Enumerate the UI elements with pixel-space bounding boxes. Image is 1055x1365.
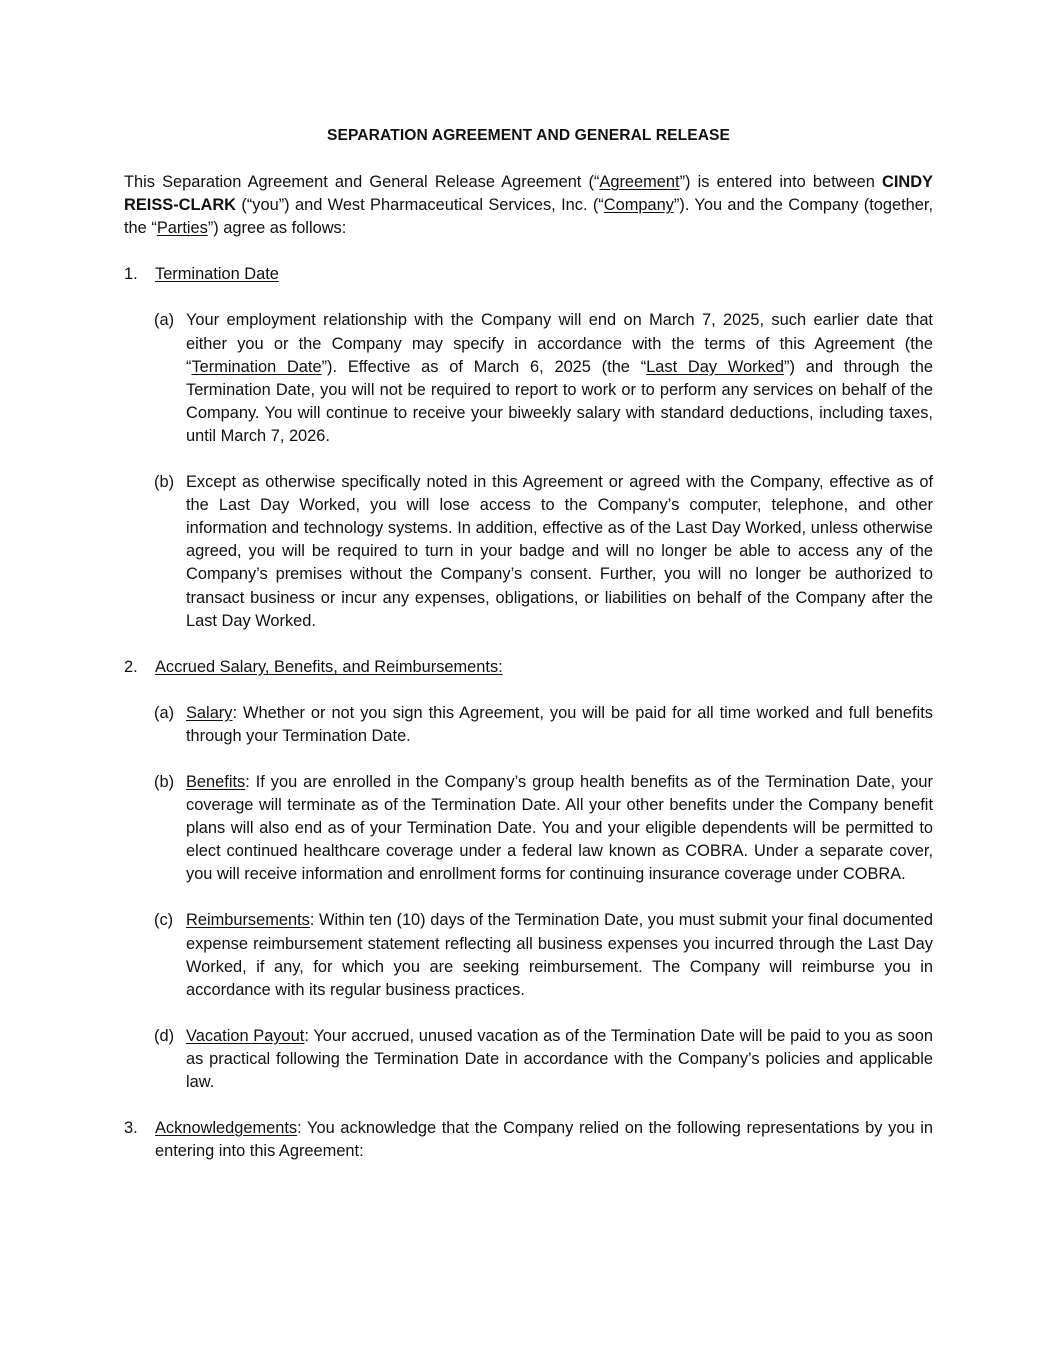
item-label: (b) — [154, 473, 175, 492]
section-heading: Acknowledgements — [155, 1119, 298, 1138]
intro-paragraph — [124, 171, 933, 240]
item-label: (d) — [154, 1026, 175, 1045]
defined-term-agreement: Agreement — [599, 173, 680, 192]
section-number: 2. — [124, 657, 138, 676]
section-2 — [124, 656, 933, 679]
section-2b — [124, 771, 933, 886]
item-label: (a) — [154, 703, 175, 722]
item-text: : Whether or not you sign this Agreement, you will be paid for all time worked and full benefits through your Termination Date. — [186, 703, 933, 745]
item-text: ”) and through the Termination Date, you will not be required to report to work or to perform any services on behalf of the Company. You will continue to receive your biweekly salary with standard deductions, including taxes, until March 7, 2026. — [186, 357, 933, 445]
item-text: : Within ten (10) days of the Termination Date, you must submit your final documented expense reimbursement statement reflecting all business expenses you incurred through the Last Day Worked, if any, for which you are seeking reimbursement. The Company will reimburse you in accordance with its regular business practices. — [186, 911, 933, 999]
section-2a — [124, 702, 933, 748]
defined-term-last-day-worked: Last Day Worked — [646, 357, 785, 376]
document-title: SEPARATION AGREEMENT AND GENERAL RELEASE — [326, 127, 731, 144]
section-2d — [124, 1025, 933, 1094]
section-heading: Termination Date — [155, 265, 279, 284]
intro-text: This Separation Agreement and General Release Agreement (“ — [124, 173, 600, 192]
section-1a — [124, 309, 933, 448]
intro-text: ”). You and the Company (together, the “ — [124, 196, 933, 238]
section-text: : You acknowledge that the Company relied on the following representations by you in entering into this Agreement: — [155, 1119, 933, 1161]
item-text: : If you are enrolled in the Company’s group health benefits as of the Termination Date, your coverage will terminate as of the Termination Date. All your other benefits under the Company benefit plans will also end as of your Termination Date. You and your eligible dependents will be permitted to elect continued healthcare coverage under a federal law known as COBRA. Under a separate cover, you will receive information and enrollment forms for continuing insurance coverage under COBRA. — [186, 772, 933, 884]
section-1 — [124, 263, 933, 286]
item-label: (b) — [154, 772, 175, 791]
section-3 — [124, 1117, 933, 1163]
defined-term-termination-date: Termination Date — [191, 357, 322, 376]
item-text: ”). Effective as of March 6, 2025 (the “ — [321, 357, 647, 376]
item-heading: Vacation Payout — [186, 1026, 305, 1045]
item-text: Your employment relationship with the Company will end on March 7, 2025, such earlier date that either you or the Company may specify in accordance with the terms of this Agreement (the “ — [186, 311, 933, 376]
defined-term-company: Company — [603, 196, 674, 215]
defined-term-parties: Parties — [156, 219, 208, 238]
item-text: : Your accrued, unused vacation as of the Termination Date will be paid to you as soon as practical following the Termination Date in accordance with the Company’s policies and applicable law. — [186, 1026, 933, 1091]
party-name: CINDY REISS-CLARK — [124, 173, 933, 215]
section-heading: Accrued Salary, Benefits, and Reimbursements: — [155, 657, 503, 676]
item-heading: Reimbursements — [186, 911, 310, 930]
intro-text: (“you”) and West Pharmaceutical Services, Inc. (“ — [236, 196, 604, 215]
intro-text: ”) agree as follows: — [207, 219, 347, 238]
item-label: (c) — [154, 911, 174, 930]
section-2c — [124, 909, 933, 1001]
item-label: (a) — [154, 311, 175, 330]
item-heading: Benefits — [186, 772, 246, 791]
intro-text: ”) is entered into between — [679, 173, 882, 192]
section-1b — [124, 471, 933, 633]
section-number: 3. — [124, 1119, 138, 1138]
item-heading: Salary — [186, 703, 233, 722]
item-text: Except as otherwise specifically noted in this Agreement or agreed with the Company, effective as of the Last Day Worked, you will lose access to the Company’s computer, telephone, and other information and technology systems. In addition, effective as of the Last Day Worked, unless otherwise agreed, you will be required to turn in your badge and will no longer be able to access any of the Company’s premises without the Company’s consent. Further, you will no longer be authorized to transact business or incur any expenses, obligations, or liabilities on behalf of the Company after the Last Day Worked. — [186, 473, 933, 630]
section-number: 1. — [124, 265, 138, 284]
document-page — [124, 124, 933, 1163]
